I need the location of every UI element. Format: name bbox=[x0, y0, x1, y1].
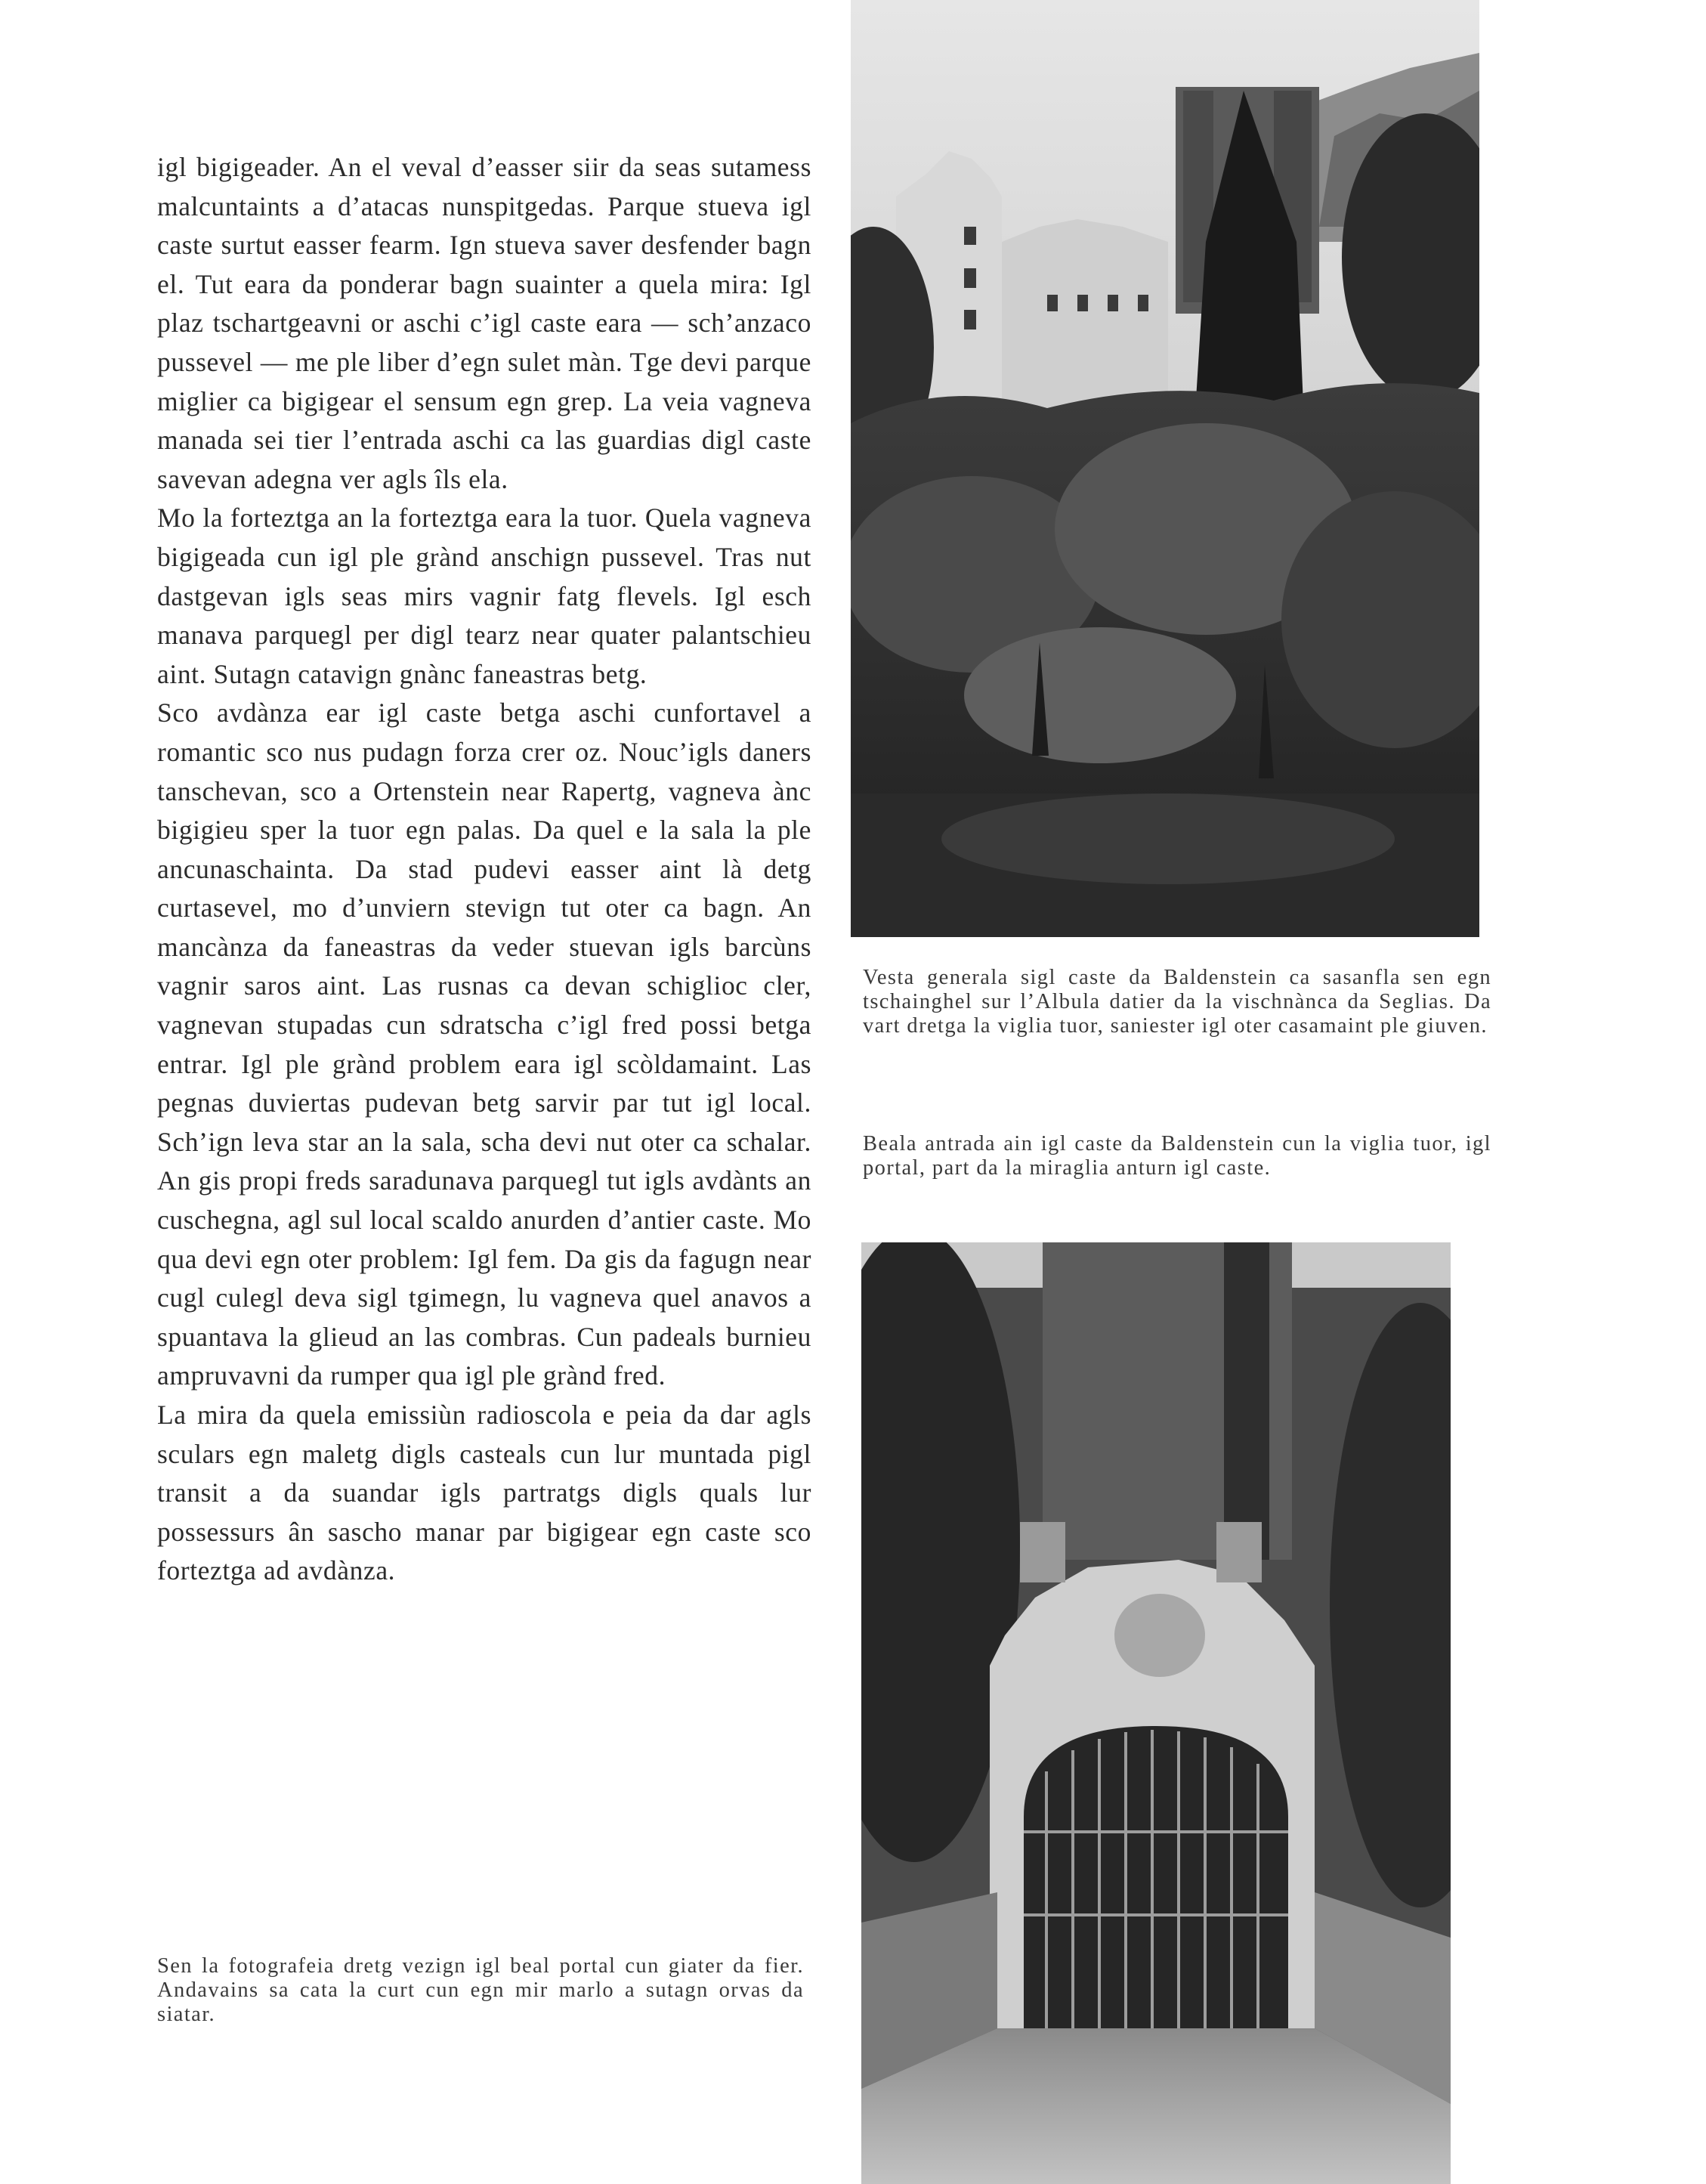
paragraph-4: La mira da quela emissiùn radioscola e peia da dar agls sculars egn maletg digls casteals cun lur muntada pigl transit a da suandar igls partratgs digls quals lur possessurs ân sascho manar par bigigear egn caste sco forteztga ad avdànza. bbox=[157, 1400, 811, 1586]
bottom-photo-caption: Beala antrada ain igl caste da Baldenstein cun la viglia tuor, igl portal, part da la miraglia anturn igl caste. bbox=[863, 1132, 1491, 1180]
left-photo-note: Sen la fotografeia dretg vezign igl beal portal cun giater da fier. Andavains sa cata la curt cun egn mir marlo a sutagn orvas da siatar. bbox=[157, 1954, 804, 2026]
top-photo-caption: Vesta generala sigl caste da Baldenstein ca sasanfla sen egn tschainghel sur l’Albula datier da la vischnànca da Seglias. Da vart dretga la viglia tuor, saniester igl oter casamaint ple giuven. bbox=[863, 966, 1491, 1038]
paragraph-3: Sco avdànza ear igl caste betga aschi cunfortavel a romantic sco nus pudagn forza crer oz. Nouc’igls daners tanschevan, sco a Ortenstein near Rapertg, vagneva ànc bigigieu sper la tuor egn palas. Da quel e la sala la ple ancunaschainta. Da stad pudevi easser aint là detg curtasevel, mo d’unviern stevign tut oter ca bagn. An mancànza da faneastras da veder stuevan igls barcùns vagnir saros aint. Las rusnas ca devan schiglioc cler, vagnevan stupadas cun sdratscha c’igl fred possi betga entrar. Igl ple grànd problem eara igl scòldamaint. Las pegnas duviertas pudevan betg sarvir par tut igl local. Sch’ign leva star an la sala, scha devi nut oter ca schalar. An gis propi freds saradunava parquegl tut igls avdànts an cuschegna, agl sul local scaldo anurden d’antier caste. Mo qua devi egn oter problem: Igl fem. Da gis da fagugn near cugl culegl deva sigl tgimegn, lu vagneva quel anavos a spuantava la glieud an las combras. Cun padeals burnieu ampruvavni da rumper qua igl ple grànd fred. bbox=[157, 698, 811, 1391]
castle-gate-photo bbox=[861, 1242, 1451, 2184]
castle-general-view-photo bbox=[851, 0, 1479, 937]
article-body bbox=[157, 148, 811, 1591]
paragraph-2: Mo la forteztga an la forteztga eara la tuor. Quela vagneva bigigeada cun igl ple grànd anschign pussevel. Tras nut dastgevan igls seas mirs vagnir fatg flevels. Igl esch manava parquegl per digl tearz near quater palantschieu aint. Sutagn catavign gnànc faneastras betg. bbox=[157, 503, 811, 689]
paragraph-1: igl bigigeader. An el veval d’easser siir da seas sutamess malcuntaints a d’atacas nunspitgedas. Parque stueva igl caste surtut easser fearm. Ign stueva saver desfender bagn el. Tut eara da ponderar bagn suainter a quela mira: Igl plaz tschartgeavni or aschi c’igl caste eara — sch’anzaco pussevel — me ple liber d’egn sulet màn. Tge devi parque miglier ca bigigear el sensum egn grep. La veia vagneva manada sei tier l’entrada aschi ca las guardias digl caste savevan adegna ver agls îls ela. bbox=[157, 152, 811, 494]
